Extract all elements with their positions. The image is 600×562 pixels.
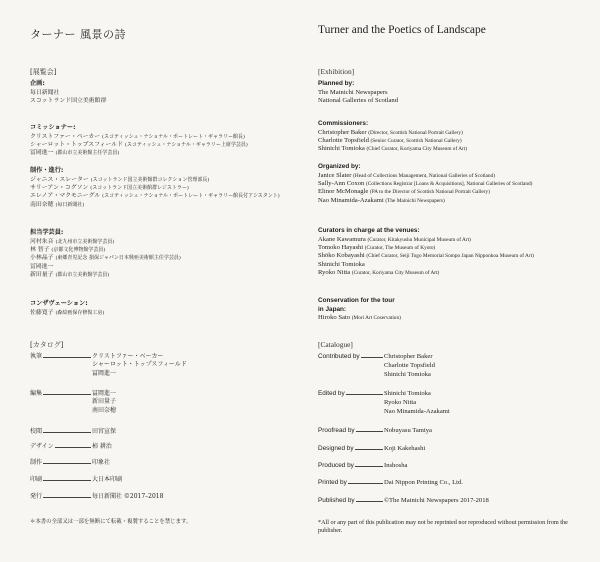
- credit-line: [30, 254, 181, 262]
- credit-name: 河村朱音: [30, 238, 54, 245]
- credit-affiliation: (Director, Scottish National Portrait Gallery): [368, 129, 463, 136]
- copyright-note-jp: ＊本書の全部又は一部を無断にて転載・複製することを禁じます。: [30, 519, 192, 525]
- credit-affiliation: (Mori Art Coservation): [351, 315, 401, 322]
- credit-line: [30, 149, 248, 157]
- catalogue-leader-line: [361, 357, 383, 358]
- credit-line: [30, 246, 181, 254]
- catalogue-role: [318, 444, 384, 453]
- credit-line: [318, 252, 534, 260]
- credit-name: Akane Kawamura: [318, 235, 366, 243]
- credit-section: [318, 297, 401, 323]
- credit-line: [30, 176, 280, 184]
- catalogue-names: [92, 459, 110, 467]
- credit-name: エレノア・マクモニーグル: [30, 193, 101, 200]
- credit-name: 毎日新聞社: [30, 89, 60, 96]
- catalogue-name: Shinichi Tomioka: [384, 390, 431, 397]
- catalogue-role-label: Published by: [318, 497, 355, 504]
- credit-name: 小林晶子: [30, 255, 54, 262]
- credit-line: [30, 97, 106, 105]
- catalogue-name: 冨岡進一: [92, 390, 117, 397]
- catalogue-name: クリストファー・ベーカー: [92, 353, 164, 360]
- credit-line: [318, 172, 532, 180]
- credit-line: [318, 269, 534, 277]
- credit-name: Elinor McMonagle: [318, 188, 369, 196]
- credit-line: [318, 129, 467, 137]
- catalogue-row: [318, 352, 435, 379]
- catalogue-role-label: Contributed by: [318, 353, 360, 360]
- credit-affiliation: (Chief Curator, Seiji Togo Memorial Sompo Japan Nipponkoa Museum of Art): [366, 253, 534, 260]
- credit-section-label: 制作・進行:: [30, 167, 64, 174]
- credit-name: 冨岡進一: [30, 263, 54, 270]
- credit-name: 新田量子: [30, 272, 54, 279]
- catalogue-row: [318, 478, 463, 487]
- credit-affiliation: (Senior Curator, Scottish National Gallery): [370, 138, 462, 144]
- credit-section: [30, 80, 106, 105]
- catalogue-name: Inshosha: [384, 462, 408, 469]
- catalogue-heading-jp: [カタログ]: [30, 341, 64, 349]
- catalogue-role-label: Edited by: [318, 390, 345, 397]
- copyright-note-en: *All or any part of this publication may not be reprinted nor reproduced without permission from the publisher.: [318, 519, 568, 535]
- catalogue-name: シャーロット・トップスフィールド: [92, 361, 187, 369]
- credit-line: [30, 133, 248, 141]
- catalogue-name: 田宮宣保: [92, 428, 117, 435]
- catalogue-row: [318, 444, 425, 453]
- catalogue-name: 毎日新聞社 ©2017–2018: [92, 493, 164, 500]
- catalogue-names: [384, 389, 450, 416]
- credit-name: 冨岡進一: [30, 150, 54, 157]
- credit-line: [318, 145, 467, 153]
- catalogue-role: [318, 389, 384, 416]
- credit-name: Shinichi Tomioka: [318, 260, 365, 268]
- catalogue-leader-line: [43, 394, 91, 395]
- catalogue-role: [30, 390, 92, 415]
- catalogue-name: 印象社: [92, 459, 111, 466]
- catalogue-role-label: デザイン: [30, 443, 54, 450]
- catalogue-name: Nobuyasu Tamiya: [384, 427, 432, 434]
- credit-line: [30, 192, 280, 200]
- catalogue-role: [30, 443, 92, 451]
- credit-section: [318, 120, 467, 154]
- credit-section-label: Commissioners:: [318, 120, 369, 127]
- credit-name: シャーロット・トップスフィールド: [30, 142, 124, 148]
- catalogue-name: Christopher Baker: [384, 353, 433, 360]
- catalogue-row: [30, 428, 116, 436]
- credit-section-label: Planned by:: [318, 80, 355, 87]
- credit-section: [30, 124, 248, 158]
- catalogue-name: 大日本印刷: [92, 476, 123, 483]
- credit-name: Charlotte Topsfield: [318, 137, 369, 144]
- credit-line: [30, 141, 248, 149]
- credit-line: [318, 97, 398, 105]
- credit-section: [318, 227, 534, 278]
- credit-affiliation: (PA to the Director of Scottish National Portrait Gallery): [370, 189, 490, 196]
- catalogue-leader-line: [43, 480, 91, 481]
- credit-line: [318, 137, 467, 145]
- catalogue-leader-line: [43, 497, 91, 498]
- credit-section-label: Curators in charge at the venues:: [318, 227, 420, 234]
- credit-line: [318, 180, 532, 188]
- catalogue-names: [384, 426, 432, 435]
- catalogue-role: [318, 461, 384, 470]
- catalogue-row: [30, 443, 112, 451]
- catalogue-names: [92, 390, 116, 415]
- credit-affiliation: (Chief Curator, Koriyama City Museum of Art): [366, 146, 468, 153]
- credit-section: [318, 163, 532, 205]
- credit-name: 佐藤寛子: [30, 309, 54, 316]
- credit-line: [30, 89, 106, 97]
- credit-name: Nao Minamida-Azakami: [318, 196, 384, 204]
- catalogue-row: [30, 476, 122, 484]
- catalogue-names: [92, 428, 116, 436]
- catalogue-role: [318, 426, 384, 435]
- credit-line: [318, 244, 534, 252]
- catalogue-names: [384, 496, 489, 505]
- credit-line: [30, 263, 181, 271]
- catalogue-role-label: Produced by: [318, 462, 354, 469]
- catalogue-names: [384, 444, 425, 453]
- exhibition-heading-en: [Exhibition]: [318, 67, 355, 76]
- credit-name: Sally-Ann Coxon: [318, 180, 365, 187]
- credit-name: ジャニス・スレーター: [30, 176, 89, 183]
- credit-line: [318, 261, 534, 269]
- credit-affiliation: (Curator, The Museum of Kyoto): [364, 245, 436, 251]
- catalogue-names: [92, 353, 187, 378]
- catalogue-leader-line: [355, 449, 383, 450]
- catalogue-role-label: 制作: [30, 459, 43, 466]
- catalogue-names: [92, 493, 163, 501]
- credit-affiliation: (森絵画保存修復工房): [55, 309, 105, 316]
- credit-section-label: 担当学芸員:: [30, 229, 64, 236]
- credit-name: Janice Slater: [318, 171, 352, 179]
- catalogue-role-label: 編集: [30, 390, 43, 397]
- credit-section-label: Organized by:: [318, 163, 361, 170]
- credit-affiliation: (Collections Registrar [Loans & Acquisitions], National Galleries of Scotland): [366, 181, 533, 187]
- catalogue-role: [318, 352, 384, 379]
- catalogue-name: Koji Kakehashi: [384, 445, 426, 452]
- credit-affiliation: (スコティッシュ・ナショナル・ポートレート・ギャラリー館長): [102, 133, 246, 140]
- catalogue-row: [30, 493, 163, 501]
- catalogue-leader-line: [356, 501, 383, 502]
- credit-name: Hiroko Sato: [318, 314, 351, 322]
- catalogue-name: ©The Mainichi Newspapers 2017-2018: [384, 497, 489, 504]
- catalogue-role-label: 印刷: [30, 476, 43, 483]
- catalogue-role-label: 校閲: [30, 428, 43, 435]
- credit-section-label: 企画:: [30, 80, 45, 87]
- catalogue-row: [318, 496, 489, 505]
- catalogue-role: [318, 478, 384, 487]
- catalogue-row: [30, 390, 116, 415]
- catalogue-role-label: 発行: [30, 493, 43, 500]
- credit-affiliation: (スコティッシュ・ナショナル・ポートレート・ギャラリー館長付アシスタント): [102, 193, 280, 200]
- catalogue-role-label: Proofread by: [318, 427, 355, 434]
- credit-line: [318, 314, 401, 322]
- credit-affiliation: (The Mainichi Newspapers): [385, 197, 445, 204]
- credit-line: [318, 197, 532, 205]
- catalogue-name: 新田量子: [92, 398, 117, 406]
- credit-line: [30, 201, 280, 209]
- page-title-jp: ターナー 風景の詩: [30, 28, 126, 41]
- credit-name: National Galleries of Scotland: [318, 97, 399, 104]
- credit-line: [30, 271, 181, 279]
- credit-affiliation: (郡山市立美術館主任学芸員): [55, 150, 120, 157]
- catalogue-role: [318, 496, 384, 505]
- catalogue-name: Nao Minamida-Azakami: [384, 408, 450, 415]
- credit-name: クリストファー・ベーカー: [30, 133, 101, 140]
- credit-section-label: コンザヴェーション:: [30, 300, 88, 307]
- credit-name: Christopher Baker: [318, 128, 367, 136]
- catalogue-name: Charlotte Topsfield: [384, 362, 435, 369]
- credit-affiliation: (Head of Collections Management, National Galleries of Scotland): [353, 172, 495, 179]
- catalogue-row: [30, 353, 187, 378]
- catalogue-name: 南田奈穂: [92, 406, 117, 414]
- credit-name: Tomoko Hayashi: [318, 244, 364, 251]
- catalogue-row: [318, 461, 407, 470]
- credit-affiliation: (京都文化博物館学芸員): [51, 247, 106, 253]
- credit-affiliation: (スコットランド国立美術館群レジストラー): [90, 185, 189, 191]
- credit-section-label: Conservation for the tour in Japan:: [318, 297, 395, 313]
- catalogue-name: 冨岡進一: [92, 369, 117, 377]
- catalogue-names: [384, 461, 407, 470]
- catalogue-leader-line: [43, 463, 91, 464]
- catalogue-names: [92, 476, 122, 484]
- page-title-en: Turner and the Poetics of Landscape: [318, 24, 486, 36]
- catalogue-leader-line: [43, 432, 91, 433]
- credit-affiliation: (郡山市立美術館学芸員): [55, 272, 110, 279]
- catalogue-row: [318, 426, 432, 435]
- catalogue-leader-line: [348, 483, 383, 484]
- catalogue-role: [30, 353, 92, 378]
- catalogue-name: Dai Nippon Printing Co., Ltd.: [384, 479, 463, 486]
- catalogue-name: 柿 耕治: [92, 443, 112, 450]
- catalogue-name: Shinichi Tomioka: [384, 371, 431, 378]
- credit-line: [30, 184, 280, 192]
- credit-section: [30, 167, 280, 209]
- credit-line: [318, 188, 532, 196]
- credit-affiliation: (Curator, Koriyama City Museum of Art): [351, 270, 440, 277]
- credit-name: Shinichi Tomioka: [318, 145, 365, 153]
- catalogue-leader-line: [55, 447, 91, 448]
- catalogue-name: Ryoko Nitta: [384, 399, 417, 406]
- credit-line: [30, 238, 181, 246]
- catalogue-row: [30, 459, 110, 467]
- credit-section-label: コミッショナー:: [30, 124, 76, 131]
- catalogue-heading-en: [Catalogue]: [318, 340, 353, 349]
- credit-affiliation: (東郷青児記念 損保ジャパン日本興亜美術館主任学芸員): [55, 255, 181, 262]
- credit-line: [30, 309, 104, 317]
- catalogue-leader-line: [355, 466, 383, 467]
- credit-name: スコットランド国立美術館群: [30, 98, 107, 104]
- credit-name: The Mainichi Newspapers: [318, 88, 388, 96]
- catalogue-role-label: Printed by: [318, 479, 347, 486]
- credit-affiliation: (スコットランド国立美術館群コレクション管理部長): [90, 176, 210, 183]
- credit-section: [30, 300, 104, 317]
- credit-name: 林 智子: [30, 247, 50, 253]
- catalogue-role: [30, 459, 92, 467]
- credit-name: Shōko Kobayashi: [318, 252, 365, 260]
- catalogue-names: [384, 478, 463, 487]
- credit-name: サリーアン・コグソン: [30, 185, 89, 191]
- credit-affiliation: (北九州市立美術館学芸員): [55, 238, 115, 245]
- credit-name: Ryoko Nitta: [318, 269, 351, 277]
- catalogue-leader-line: [356, 431, 383, 432]
- catalogue-role: [30, 476, 92, 484]
- credit-affiliation: (Curator, Kitakyushu Municipal Museum of Art): [367, 236, 471, 243]
- credit-affiliation: (スコティッシュ・ナショナル・ギャラリー上席学芸員): [124, 142, 248, 148]
- catalogue-role-label: 執筆: [30, 353, 43, 360]
- catalogue-role: [30, 493, 92, 501]
- catalogue-leader-line: [346, 394, 383, 395]
- catalogue-row: [318, 389, 450, 416]
- catalogue-leader-line: [43, 357, 91, 358]
- credit-affiliation: (毎日新聞社): [55, 201, 85, 208]
- catalogue-role: [30, 428, 92, 436]
- credit-section: [318, 80, 398, 105]
- catalogue-role-label: Designed by: [318, 445, 354, 452]
- credit-name: 南田奈穂: [30, 201, 54, 208]
- exhibition-heading-jp: [展覧会]: [30, 68, 57, 76]
- credit-section: [30, 229, 181, 280]
- credit-line: [318, 89, 398, 97]
- catalogue-names: [92, 443, 112, 451]
- catalogue-names: [384, 352, 435, 379]
- credit-line: [318, 236, 534, 244]
